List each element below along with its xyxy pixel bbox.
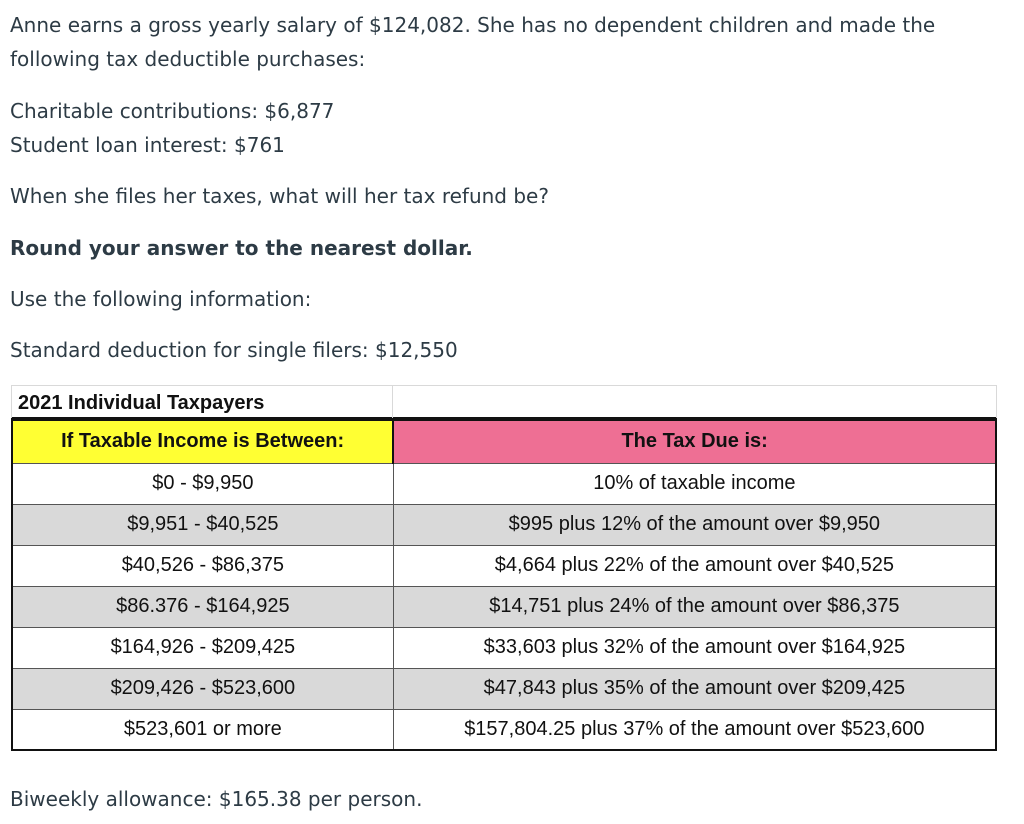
tax-due-cell: $995 plus 12% of the amount over $9,950 [393,504,996,545]
table-row [12,586,996,627]
income-range-cell: $40,526 - $86,375 [12,545,393,586]
student-loan-interest: Student loan interest: $761 [10,133,285,157]
income-range-cell: $9,951 - $40,525 [12,504,393,545]
question-text: When she files her taxes, what will her tax refund be? [10,184,549,208]
table-row [12,504,996,545]
table-title-row [11,385,997,419]
tax-bracket-table [11,385,997,762]
use-info-text: Use the following information: [10,287,312,311]
table-title: 2021 Individual Taxpayers [11,386,393,418]
biweekly-allowance: Biweekly allowance: $165.38 per person. [10,787,423,811]
table-row [12,709,996,750]
rounding-instruction: Round your answer to the nearest dollar. [10,236,473,260]
tax-due-cell: 10% of taxable income [393,463,996,504]
table-header-row [12,420,996,463]
table-title-empty-cell [393,386,997,418]
tax-due-cell: $47,843 plus 35% of the amount over $209,425 [393,668,996,709]
tax-due-cell: $157,804.25 plus 37% of the amount over $523,600 [393,709,996,750]
tax-due-cell: $33,603 plus 32% of the amount over $164,925 [393,627,996,668]
tax-due-cell: $14,751 plus 24% of the amount over $86,375 [393,586,996,627]
intro-line-2: following tax deductible purchases: [10,47,366,71]
income-range-cell: $0 - $9,950 [12,463,393,504]
intro-line-1: Anne earns a gross yearly salary of $124,082. She has no dependent children and made the [10,13,936,37]
standard-deduction: Standard deduction for single filers: $12,550 [10,338,458,362]
charitable-contributions: Charitable contributions: $6,877 [10,99,335,123]
table-row [12,668,996,709]
income-range-cell: $523,601 or more [12,709,393,750]
income-range-cell: $86.376 - $164,925 [12,586,393,627]
income-range-cell: $164,926 - $209,425 [12,627,393,668]
table-row [12,545,996,586]
table-row [12,627,996,668]
header-income-range: If Taxable Income is Between: [12,420,393,463]
table-row [12,463,996,504]
tax-due-cell: $4,664 plus 22% of the amount over $40,525 [393,545,996,586]
tax-table [11,419,997,751]
header-tax-due: The Tax Due is: [393,420,996,463]
income-range-cell: $209,426 - $523,600 [12,668,393,709]
